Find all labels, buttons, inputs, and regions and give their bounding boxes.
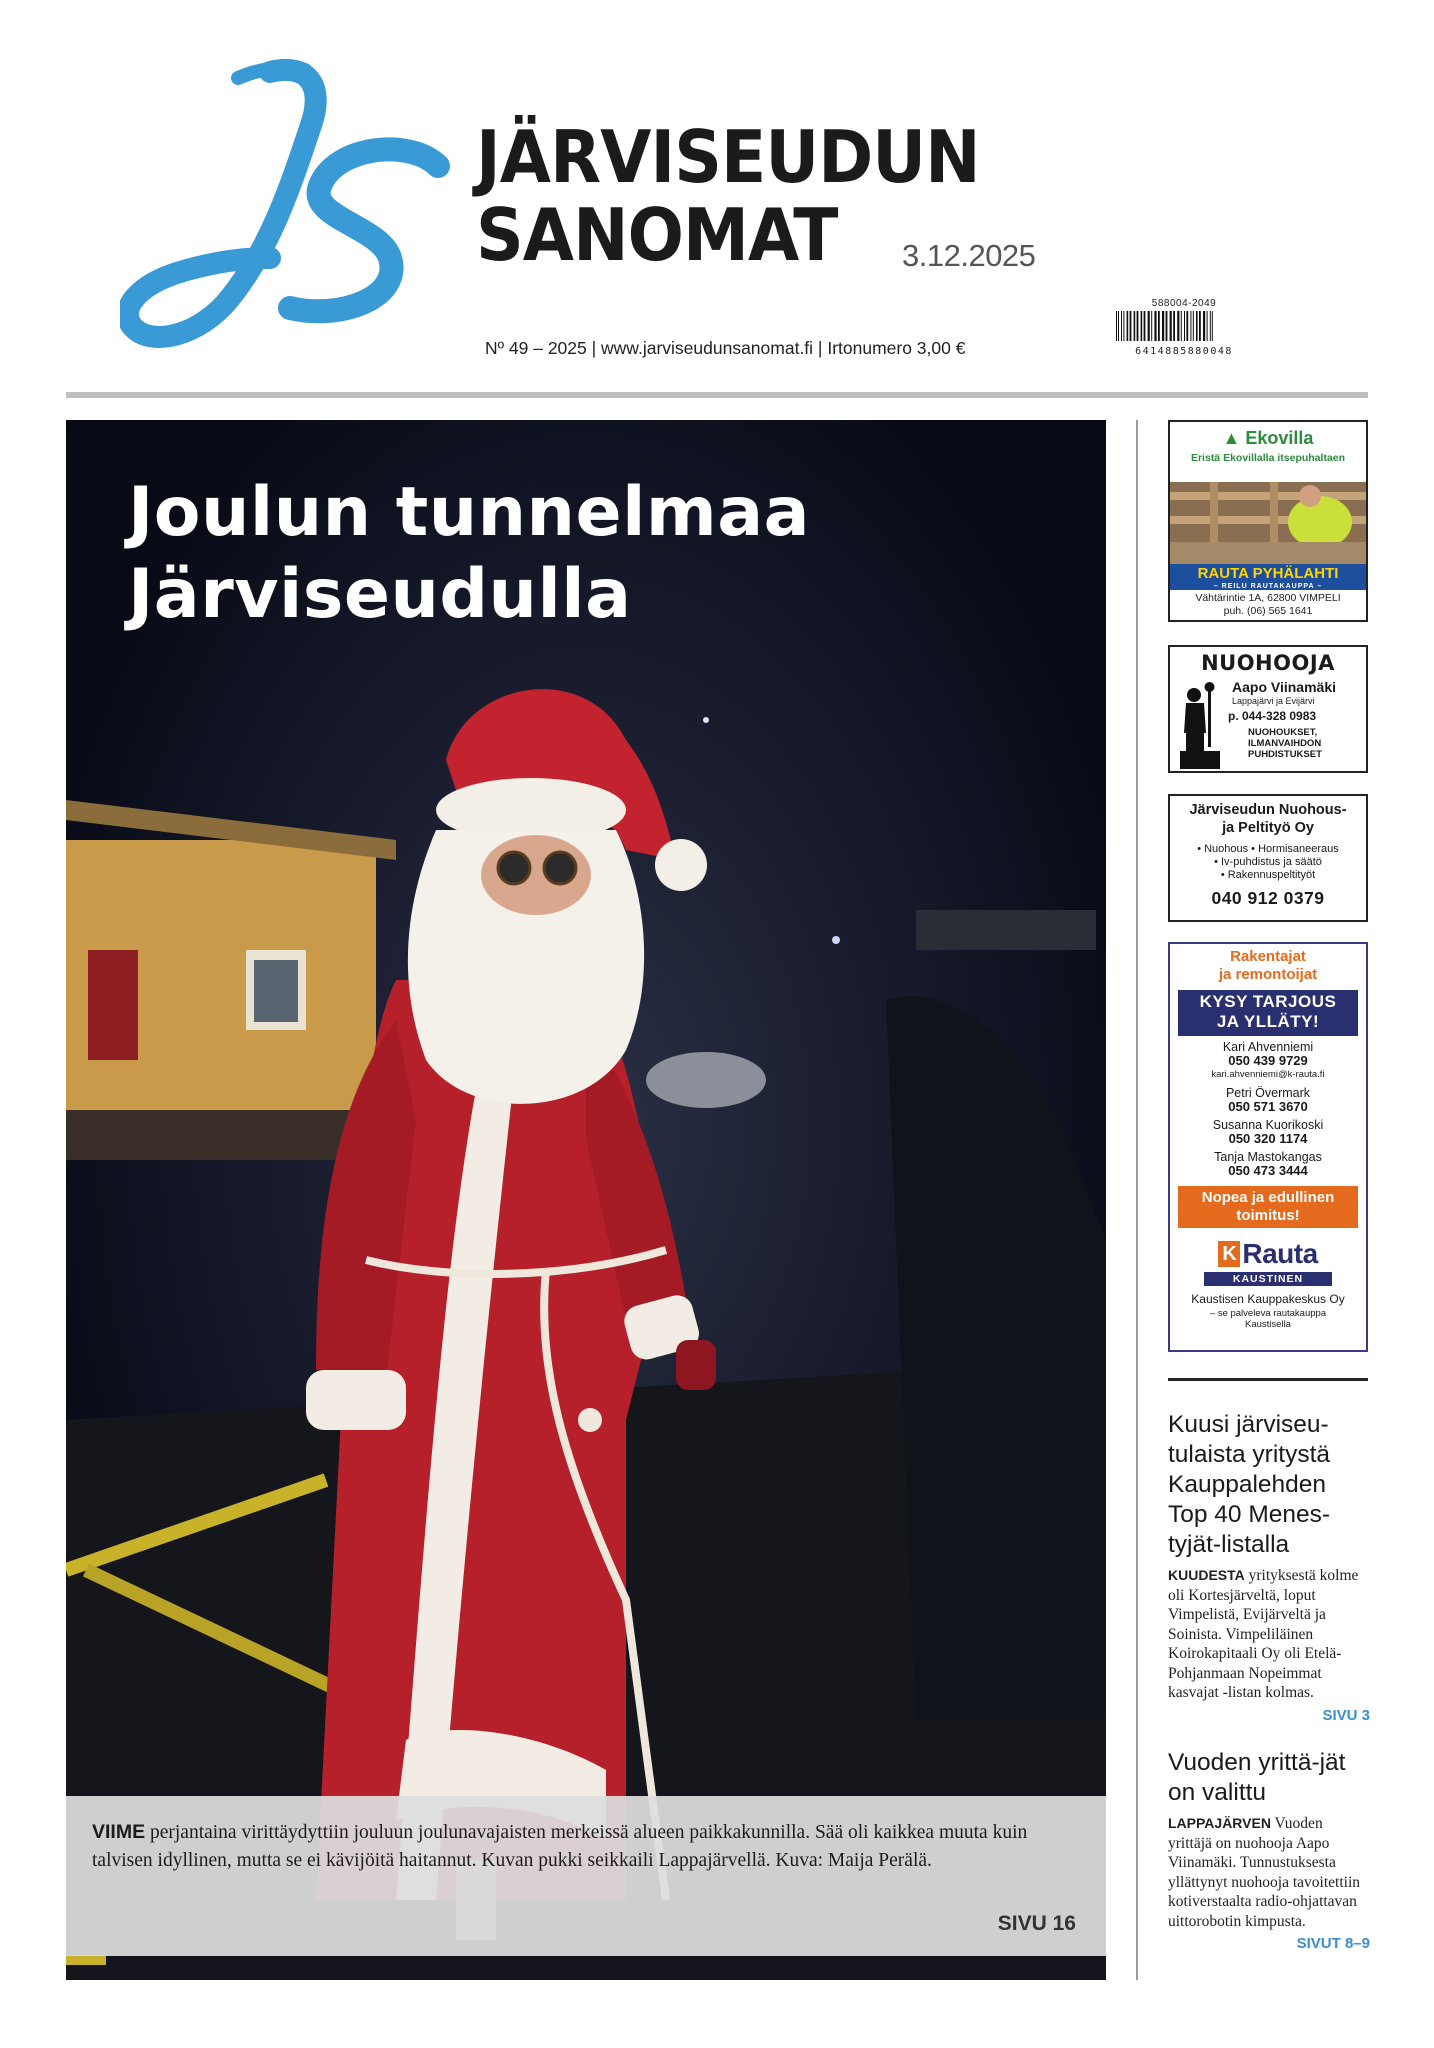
krauta-headline-line1: Rakentajat [1230,948,1306,965]
masthead-rule [66,392,1368,398]
ekovilla-photo [1170,482,1366,570]
peltityo-phone: 040 912 0379 [1211,888,1325,908]
barcode-number: 6414885880048 [1135,346,1233,357]
js-logo [120,58,460,358]
krauta-headline [1170,944,1366,984]
nuohooja-title: NUOHOOJA [1201,651,1335,675]
peltityo-title-line2: ja Peltityö Oy [1222,820,1314,836]
barcode-bar [1199,311,1201,341]
barcode-bar [1173,311,1175,341]
barcode-bar [1181,311,1182,341]
krauta-offer-line2: JA YLLÄTY! [1216,1012,1320,1031]
barcode-bar [1212,311,1213,341]
ekovilla-address-block [1170,592,1366,618]
ekovilla-store-sub: – REILU RAUTAKAUPPA – [1213,583,1323,590]
barcode-bar [1151,311,1152,341]
barcode-bar [1170,311,1172,341]
krauta-delivery-banner [1178,1186,1358,1228]
krauta-logo-text: Rauta [1242,1238,1318,1269]
barcode-bar [1141,311,1143,341]
krauta-contact [1170,1150,1366,1178]
news-headline[interactable]: Vuoden yrittä-jät on valittu [1168,1749,1346,1806]
photo-caption [66,1796,1106,1956]
news-page-ref[interactable]: SIVU 3 [1322,1706,1370,1724]
barcode-bar [1207,311,1208,341]
krauta-slogan-line1: – se palveleva rautakauppa [1209,1308,1327,1319]
barcode-bar [1116,311,1117,341]
barcode-bar [1154,311,1156,341]
contact-phone: 050 320 1174 [1228,1131,1308,1146]
barcode-bar [1190,311,1191,341]
barcode-bar [1127,311,1129,341]
chimney-sweep-icon [1174,681,1226,769]
barcode-bar [1148,311,1150,341]
news-body [1168,1814,1370,1931]
newspaper-name-line1: JÄRVISEUDUN [476,115,980,199]
barcode-bar [1121,311,1122,341]
contact-phone: 050 439 9729 [1228,1053,1308,1068]
ad-peltityo[interactable] [1168,794,1368,922]
krauta-contact [1170,1118,1366,1146]
santa-photo-illustration [66,420,1106,1980]
ekovilla-phone: puh. (06) 565 1641 [1223,605,1313,617]
barcode-bar [1158,311,1160,341]
ekovilla-brand-name: Ekovilla [1245,428,1314,448]
news-body [1168,1566,1370,1703]
barcode-bar [1210,311,1211,341]
contact-email: kari.ahvenniemi@k-rauta.fi [1211,1069,1325,1080]
peltityo-service: • Rakennuspeltityöt [1220,869,1316,881]
krauta-slogan [1170,1308,1366,1330]
hero-headline-line1: Joulun tunnelmaa [128,473,811,552]
barcode-bar [1130,311,1132,341]
krauta-offer-banner [1178,990,1358,1036]
krauta-contact [1170,1086,1366,1114]
nuohooja-phone: p. 044-328 0983 [1228,709,1317,723]
ad-ekovilla[interactable] [1168,420,1368,622]
barcode-bar [1123,311,1124,341]
ad-krauta[interactable] [1168,942,1368,1352]
krauta-k-icon: K [1218,1241,1240,1267]
caption-page-ref: SIVU 16 [997,1912,1076,1935]
krauta-delivery-line1: Nopea ja edullinen [1201,1189,1335,1206]
hero-photo [66,420,1106,1980]
krauta-offer-line1: KYSY TARJOUS [1199,992,1337,1011]
krauta-contact [1170,1040,1366,1082]
news-rule [1168,1378,1368,1381]
barcode-code: 588004-2049 [1151,298,1217,309]
barcode [1114,298,1254,357]
barcode-bars [1114,311,1254,341]
peltityo-services [1170,843,1366,882]
barcode-bar [1186,311,1188,341]
barcode-bar [1177,311,1179,341]
nuohooja-service-3: PUHDISTUKSET [1248,749,1322,760]
caption-text [92,1818,1072,1875]
barcode-bar [1162,311,1164,341]
nuohooja-services [1248,727,1322,760]
barcode-bar [1137,311,1139,341]
barcode-bar [1193,311,1194,341]
ekovilla-tagline: Eristä Ekovillalla itsepuhaltaen [1190,452,1346,464]
contact-name: Tanja Mastokangas [1214,1150,1322,1164]
barcode-bar [1184,311,1185,341]
contact-phone: 050 571 3670 [1228,1099,1308,1114]
ekovilla-store-name: RAUTA PYHÄLAHTI [1197,565,1339,582]
news-teaser[interactable] [1168,1748,1370,1952]
nuohooja-name: Aapo Viinamäki [1232,679,1337,695]
news-lead: LAPPAJÄRVEN [1168,1815,1271,1831]
krauta-delivery-line2: toimitus! [1236,1207,1300,1224]
barcode-bar [1144,311,1146,341]
barcode-bar [1203,311,1205,341]
column-divider [1136,420,1138,1980]
ekovilla-leaf-icon: ▲ [1222,428,1241,448]
hero-headline [128,472,810,636]
contact-name: Kari Ahvenniemi [1222,1040,1314,1054]
barcode-bar [1196,311,1198,341]
barcode-bar [1134,311,1136,341]
krauta-slogan-line2: Kaustisella [1245,1319,1291,1330]
krauta-logo [1170,1238,1366,1270]
peltityo-title-line1: Järviseudun Nuohous- [1189,802,1347,818]
ekovilla-brand [1170,422,1366,449]
nuohooja-service-2: ILMANVAIHDON [1248,738,1322,749]
newspaper-name-line2: SANOMAT [476,193,838,277]
caption-lead: VIIME [92,1821,146,1843]
contact-name: Susanna Kuorikoski [1212,1118,1324,1132]
news-page-ref[interactable]: SIVUT 8–9 [1296,1935,1370,1952]
news-teaser[interactable] [1168,1410,1370,1724]
peltityo-service: • Iv-puhdistus ja säätö [1214,856,1322,868]
krauta-headline-line2: ja remontoijat [1218,966,1318,983]
ad-nuohooja[interactable] [1168,645,1368,773]
barcode-bar [1118,311,1119,341]
barcode-bar [1166,311,1168,341]
issue-info: Nº 49 – 2025 | www.jarviseudunsanomat.fi | Irtonumero 3,00 € [485,338,966,358]
hero-headline-line2: Järviseudulla [128,555,632,634]
caption-body: perjantaina virittäydyttiin jouluun joulunavajaisten merkeissä alueen paikkakunnilla. Sää oli kaikkea muuta kuin talvisen idyllinen, mutta se ei kävijöitä haitannut. Kuvan pukki seikkaili Lappajärvellä. Kuva: Maija Perälä. [92,1822,1028,1871]
news-text: yrityksestä kolme oli Kortesjärveltä, loput Vimpelistä, Evijärveltä ja Soinista. Vimpeliläinen Koirokapitaali Oy oli Etelä-Pohjanmaan Nopeimmat kasvajat -listan kolmas. [1168,1567,1359,1701]
contact-phone: 050 473 3444 [1228,1163,1308,1178]
nuohooja-places: Lappajärvi ja Evijärvi [1232,696,1315,706]
ekovilla-store-banner [1170,564,1366,590]
issue-date: 3.12.2025 [902,238,1036,273]
news-text: Vuoden yrittäjä on nuohooja Aapo Viinamäki. Tunnustuksesta yllättynyt nuohooja tavoitettiin kotiverstaalta radio-ohjattavan uittorobotin kimpusta. [1168,1815,1361,1930]
krauta-town: KAUSTINEN [1204,1272,1332,1286]
peltityo-service: • Nuohous • Hormisaneeraus [1197,843,1339,855]
ekovilla-address: Vähtärintie 1A, 62800 VIMPELI [1195,592,1341,604]
news-headline[interactable]: Kuusi järviseu-tulaista yritystä Kauppalehden Top 40 Menes-tyjät-listalla [1168,1411,1331,1558]
krauta-shop: Kaustisen Kauppakeskus Oy [1191,1292,1345,1306]
peltityo-title [1170,796,1366,837]
contact-name: Petri Övermark [1225,1086,1311,1100]
news-lead: KUUDESTA [1168,1567,1245,1583]
nuohooja-service-1: NUOHOUKSET, [1248,727,1318,738]
